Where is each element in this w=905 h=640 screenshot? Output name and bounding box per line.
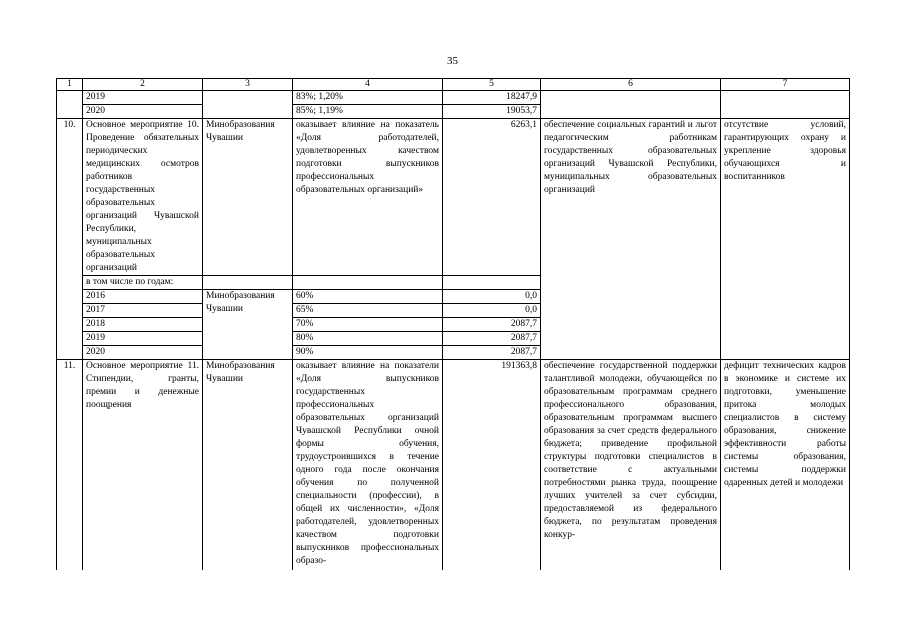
- page-number: 35: [447, 55, 458, 67]
- indicator-cell: 85%; 1,19%: [293, 105, 443, 119]
- subheader-cell: в том числе по годам:: [83, 276, 203, 290]
- program-table: [56, 78, 850, 570]
- executor-cell: Минобразования Чувашии: [203, 119, 293, 276]
- indicator-cell: 80%: [293, 332, 443, 346]
- indicator-cell: 90%: [293, 346, 443, 360]
- header-cell: 4: [293, 79, 443, 91]
- year-cell: 2019: [83, 332, 203, 346]
- year-cell: 2020: [83, 105, 203, 119]
- risk-cell: дефицит технических кадров в экономике и системе их подготовки, уменьшение притока молодых специалистов в систему образования, снижение эффективности работы системы образования, системы поддержки одаренных детей и молодежи: [721, 360, 850, 570]
- executor-cell: Минобразования Чувашии: [203, 360, 293, 570]
- indicator-cell: 65%: [293, 304, 443, 318]
- table-row: [57, 360, 850, 570]
- amount-cell: 19053,7: [443, 105, 541, 119]
- amount-cell: 2087,7: [443, 318, 541, 332]
- indicator-cell: 83%; 1,20%: [293, 91, 443, 105]
- result-cell: обеспечение социальных гарантий и льгот педагогическим работникам государственных образовательных организаций Чувашской Республики, муниципальных образовательных организаций: [541, 119, 721, 360]
- header-cell: 7: [721, 79, 850, 91]
- row-number: 10.: [57, 119, 83, 360]
- row-number: 11.: [57, 360, 83, 570]
- amount-cell: 2087,7: [443, 346, 541, 360]
- empty-cell: [203, 91, 293, 119]
- amount-cell: 6263,1: [443, 119, 541, 276]
- header-row: [57, 79, 850, 91]
- indicator-cell: оказывает влияние на показатель «Доля работодателей, удовлетворенных качеством подготовки выпускников профессиональных образовательных организаций»: [293, 119, 443, 276]
- year-cell: 2017: [83, 304, 203, 318]
- activity-name: Основное мероприятие 10. Проведение обязательных периодических медицинских осмотров работников государственных образовательных организаций Чувашской Республики, муниципальных образовательных организаций: [83, 119, 203, 276]
- risk-cell: отсутствие условий, гарантирующих охрану и укрепление здоровья обучающихся и воспитанников: [721, 119, 850, 360]
- amount-cell: 0,0: [443, 304, 541, 318]
- table-row: [57, 91, 850, 105]
- activity-name: Основное мероприятие 11. Стипендии, гранты, премии и денежные поощрения: [83, 360, 203, 570]
- executor-cell: Минобразования Чувашии: [203, 290, 293, 360]
- indicator-cell: 70%: [293, 318, 443, 332]
- table-row: [57, 119, 850, 276]
- result-cell: обеспечение государственной поддержки талантливой молодежи, обучающейся по образовательным программам среднего профессионального образования, образовательным программам высшего образования за счет средств федерального бюджета; приведение профильной структуры подготовки специалистов в соответствие с актуальными потребностями рынка труда, поощрение лучших учителей за счет субсидии, предоставляемой из федерального бюджета, по результатам проведения конкур-: [541, 360, 721, 570]
- empty-cell: [541, 91, 721, 119]
- header-cell: 3: [203, 79, 293, 91]
- indicator-cell: оказывает влияние на показатели «Доля выпускников государственных профессиональных образовательных организаций Чувашской Республики очной формы обучения, трудоустроившихся в течение одного года после окончания обучения по полученной специальности (профессии), в общей их численности», «Доля работодателей, удовлетворенных качеством подготовки выпускников профессиональных образо-: [293, 360, 443, 570]
- empty-cell: [293, 276, 443, 290]
- empty-cell: [57, 91, 83, 119]
- year-cell: 2020: [83, 346, 203, 360]
- empty-cell: [721, 91, 850, 119]
- header-cell: 2: [83, 79, 203, 91]
- year-cell: 2016: [83, 290, 203, 304]
- empty-cell: [443, 276, 541, 290]
- year-cell: 2019: [83, 91, 203, 105]
- amount-cell: 0,0: [443, 290, 541, 304]
- year-cell: 2018: [83, 318, 203, 332]
- indicator-cell: 60%: [293, 290, 443, 304]
- header-cell: 5: [443, 79, 541, 91]
- header-cell: 6: [541, 79, 721, 91]
- header-cell: 1: [57, 79, 83, 91]
- amount-cell: 191363,8: [443, 360, 541, 570]
- amount-cell: 2087,7: [443, 332, 541, 346]
- empty-cell: [203, 276, 293, 290]
- amount-cell: 18247,9: [443, 91, 541, 105]
